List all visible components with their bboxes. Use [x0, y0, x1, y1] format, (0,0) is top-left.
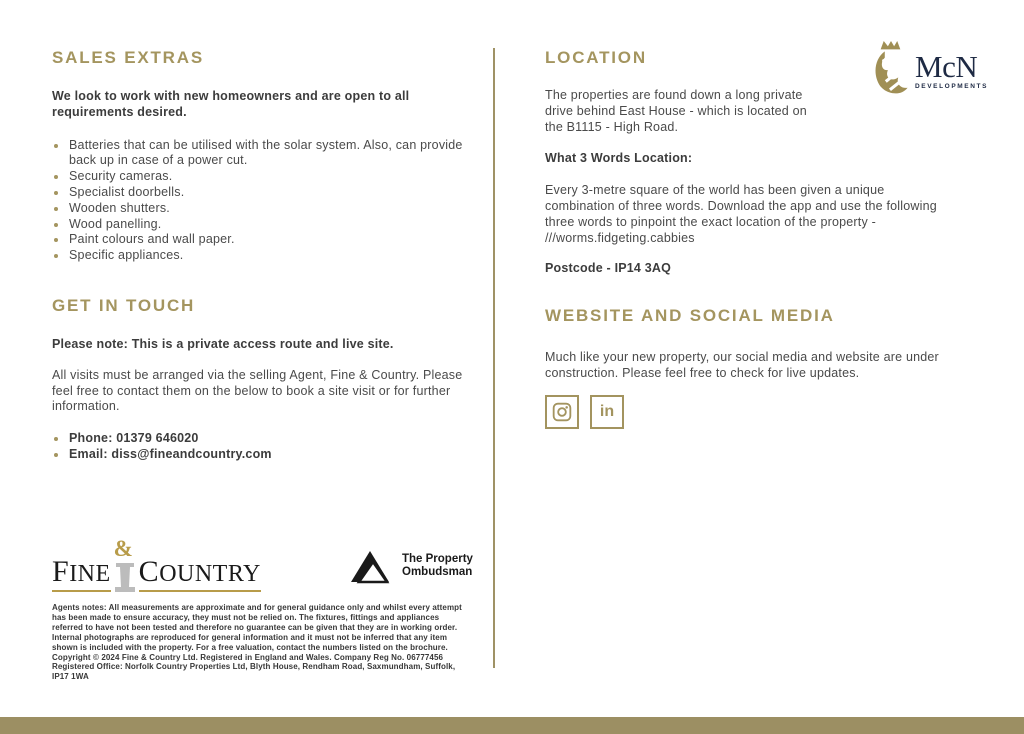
sales-extras-intro: We look to work with new homeowners and are open to all requirements desired.: [52, 89, 410, 119]
list-item: [52, 217, 474, 233]
list-item-text: Wood panelling.: [69, 216, 162, 231]
bullet-icon: [54, 453, 58, 457]
list-item: [52, 447, 476, 463]
mcn-developments-logo: [870, 40, 988, 96]
list-item-text: Security cameras.: [69, 169, 173, 184]
postcode: Postcode - IP14 3AQ: [545, 261, 672, 276]
linkedin-icon: in: [599, 402, 615, 420]
bullet-icon: [54, 144, 58, 148]
website-social-body: Much like your new property, our social media and website are under construction. Please feel free to check for live updates.: [545, 350, 939, 380]
fc-logo-word-country: COUNTRY: [139, 557, 261, 592]
bullet-icon: [54, 175, 58, 179]
section-sales-extras: [52, 48, 474, 264]
bullet-icon: [54, 207, 58, 211]
private-access-note: Please note: This is a private access route and live site.: [52, 337, 394, 351]
mcn-logo-subtitle: DEVELOPMENTS: [915, 83, 989, 90]
list-item-text: Batteries that can be utilised with the solar system. Also, can provide back up in case of a power cut.: [69, 137, 463, 168]
ombudsman-logo-text: [402, 553, 473, 579]
instagram-button[interactable]: [545, 395, 579, 429]
sales-extras-list: [52, 138, 474, 264]
bullet-icon: [54, 437, 58, 441]
mcn-logo-name: McN: [915, 49, 978, 84]
list-item: [52, 138, 474, 170]
phone-number: Phone: 01379 646020: [69, 431, 199, 446]
social-icons-row: [545, 395, 961, 429]
list-item: [52, 431, 476, 447]
list-item: [52, 201, 474, 217]
contact-list: [52, 431, 476, 463]
what3words-label: What 3 Words Location:: [545, 151, 693, 166]
list-item: [52, 169, 474, 185]
bullet-icon: [54, 238, 58, 242]
sales-extras-heading: SALES EXTRAS: [52, 48, 204, 67]
footer-gold-bar: [0, 717, 1024, 734]
ombudsman-triangle-icon: [349, 548, 395, 584]
email-address: Email: diss@fineandcountry.com: [69, 446, 272, 461]
location-heading: LOCATION: [545, 48, 647, 67]
mcn-logo-text: [915, 49, 989, 90]
column-pillar-icon: [112, 561, 138, 595]
website-social-heading: WEBSITE AND SOCIAL MEDIA: [545, 306, 835, 325]
instagram-icon: [552, 402, 572, 422]
agents-notes: Agents notes: All measurements are approximate and for general guidance only and whilst every attempt has been made to ensure accuracy, they must not be relied on. The fixtures, fittings and appliances referred to have not been tested and therefore no guarantee can be given that they are in working order. Internal photographs are reproduced for general information and it must not be inferred that any item shown is included with the property. For a free valuation, contact the numbers listed on the brochure. Copyright © 2024 Fine & Country Ltd. Registered in England and Wales. Company Reg No. 06777456 Registered Office: Norfolk Country Properties Ltd, Blyth House, Rendham Road, Saxmundham, Suffolk, IP17 1WA: [52, 603, 462, 682]
fc-logo-word-fine: FINE: [52, 557, 111, 592]
section-get-in-touch: [52, 296, 476, 463]
fc-logo-ampersand: &: [113, 536, 133, 561]
list-item-text: Wooden shutters.: [69, 200, 170, 215]
bullet-icon: [54, 223, 58, 227]
bullet-icon: [54, 254, 58, 258]
ombudsman-text-line2: Ombudsman: [402, 566, 473, 578]
ombudsman-text-line1: The Property: [402, 553, 473, 565]
list-item-text: Specific appliances.: [69, 248, 184, 263]
mcn-lion-icon: [870, 40, 912, 96]
linkedin-button[interactable]: [590, 395, 624, 429]
list-item: [52, 185, 474, 201]
location-body: The properties are found down a long private drive behind East House - which is located on the B1115 - High Road.: [545, 88, 807, 134]
get-in-touch-heading: GET IN TOUCH: [52, 296, 196, 315]
fc-logo-column: [112, 536, 138, 592]
list-item: [52, 232, 474, 248]
bullet-icon: [54, 191, 58, 195]
section-website-social: [545, 306, 961, 429]
list-item: [52, 248, 474, 264]
fine-and-country-logo: [52, 536, 261, 592]
column-divider: [493, 48, 495, 668]
list-item-text: Specialist doorbells.: [69, 184, 185, 199]
what3words-body: Every 3-metre square of the world has been given a unique combination of three words. Download the app and use the following three words to pinpoint the exact location of the property - ///worms.fidgeting.cabbies: [545, 183, 937, 245]
get-in-touch-body: All visits must be arranged via the selling Agent, Fine & Country. Please feel free to contact them on the below to book a site visit or for further information.: [52, 367, 463, 414]
property-ombudsman-logo: [349, 548, 473, 584]
list-item-text: Paint colours and wall paper.: [69, 232, 235, 247]
